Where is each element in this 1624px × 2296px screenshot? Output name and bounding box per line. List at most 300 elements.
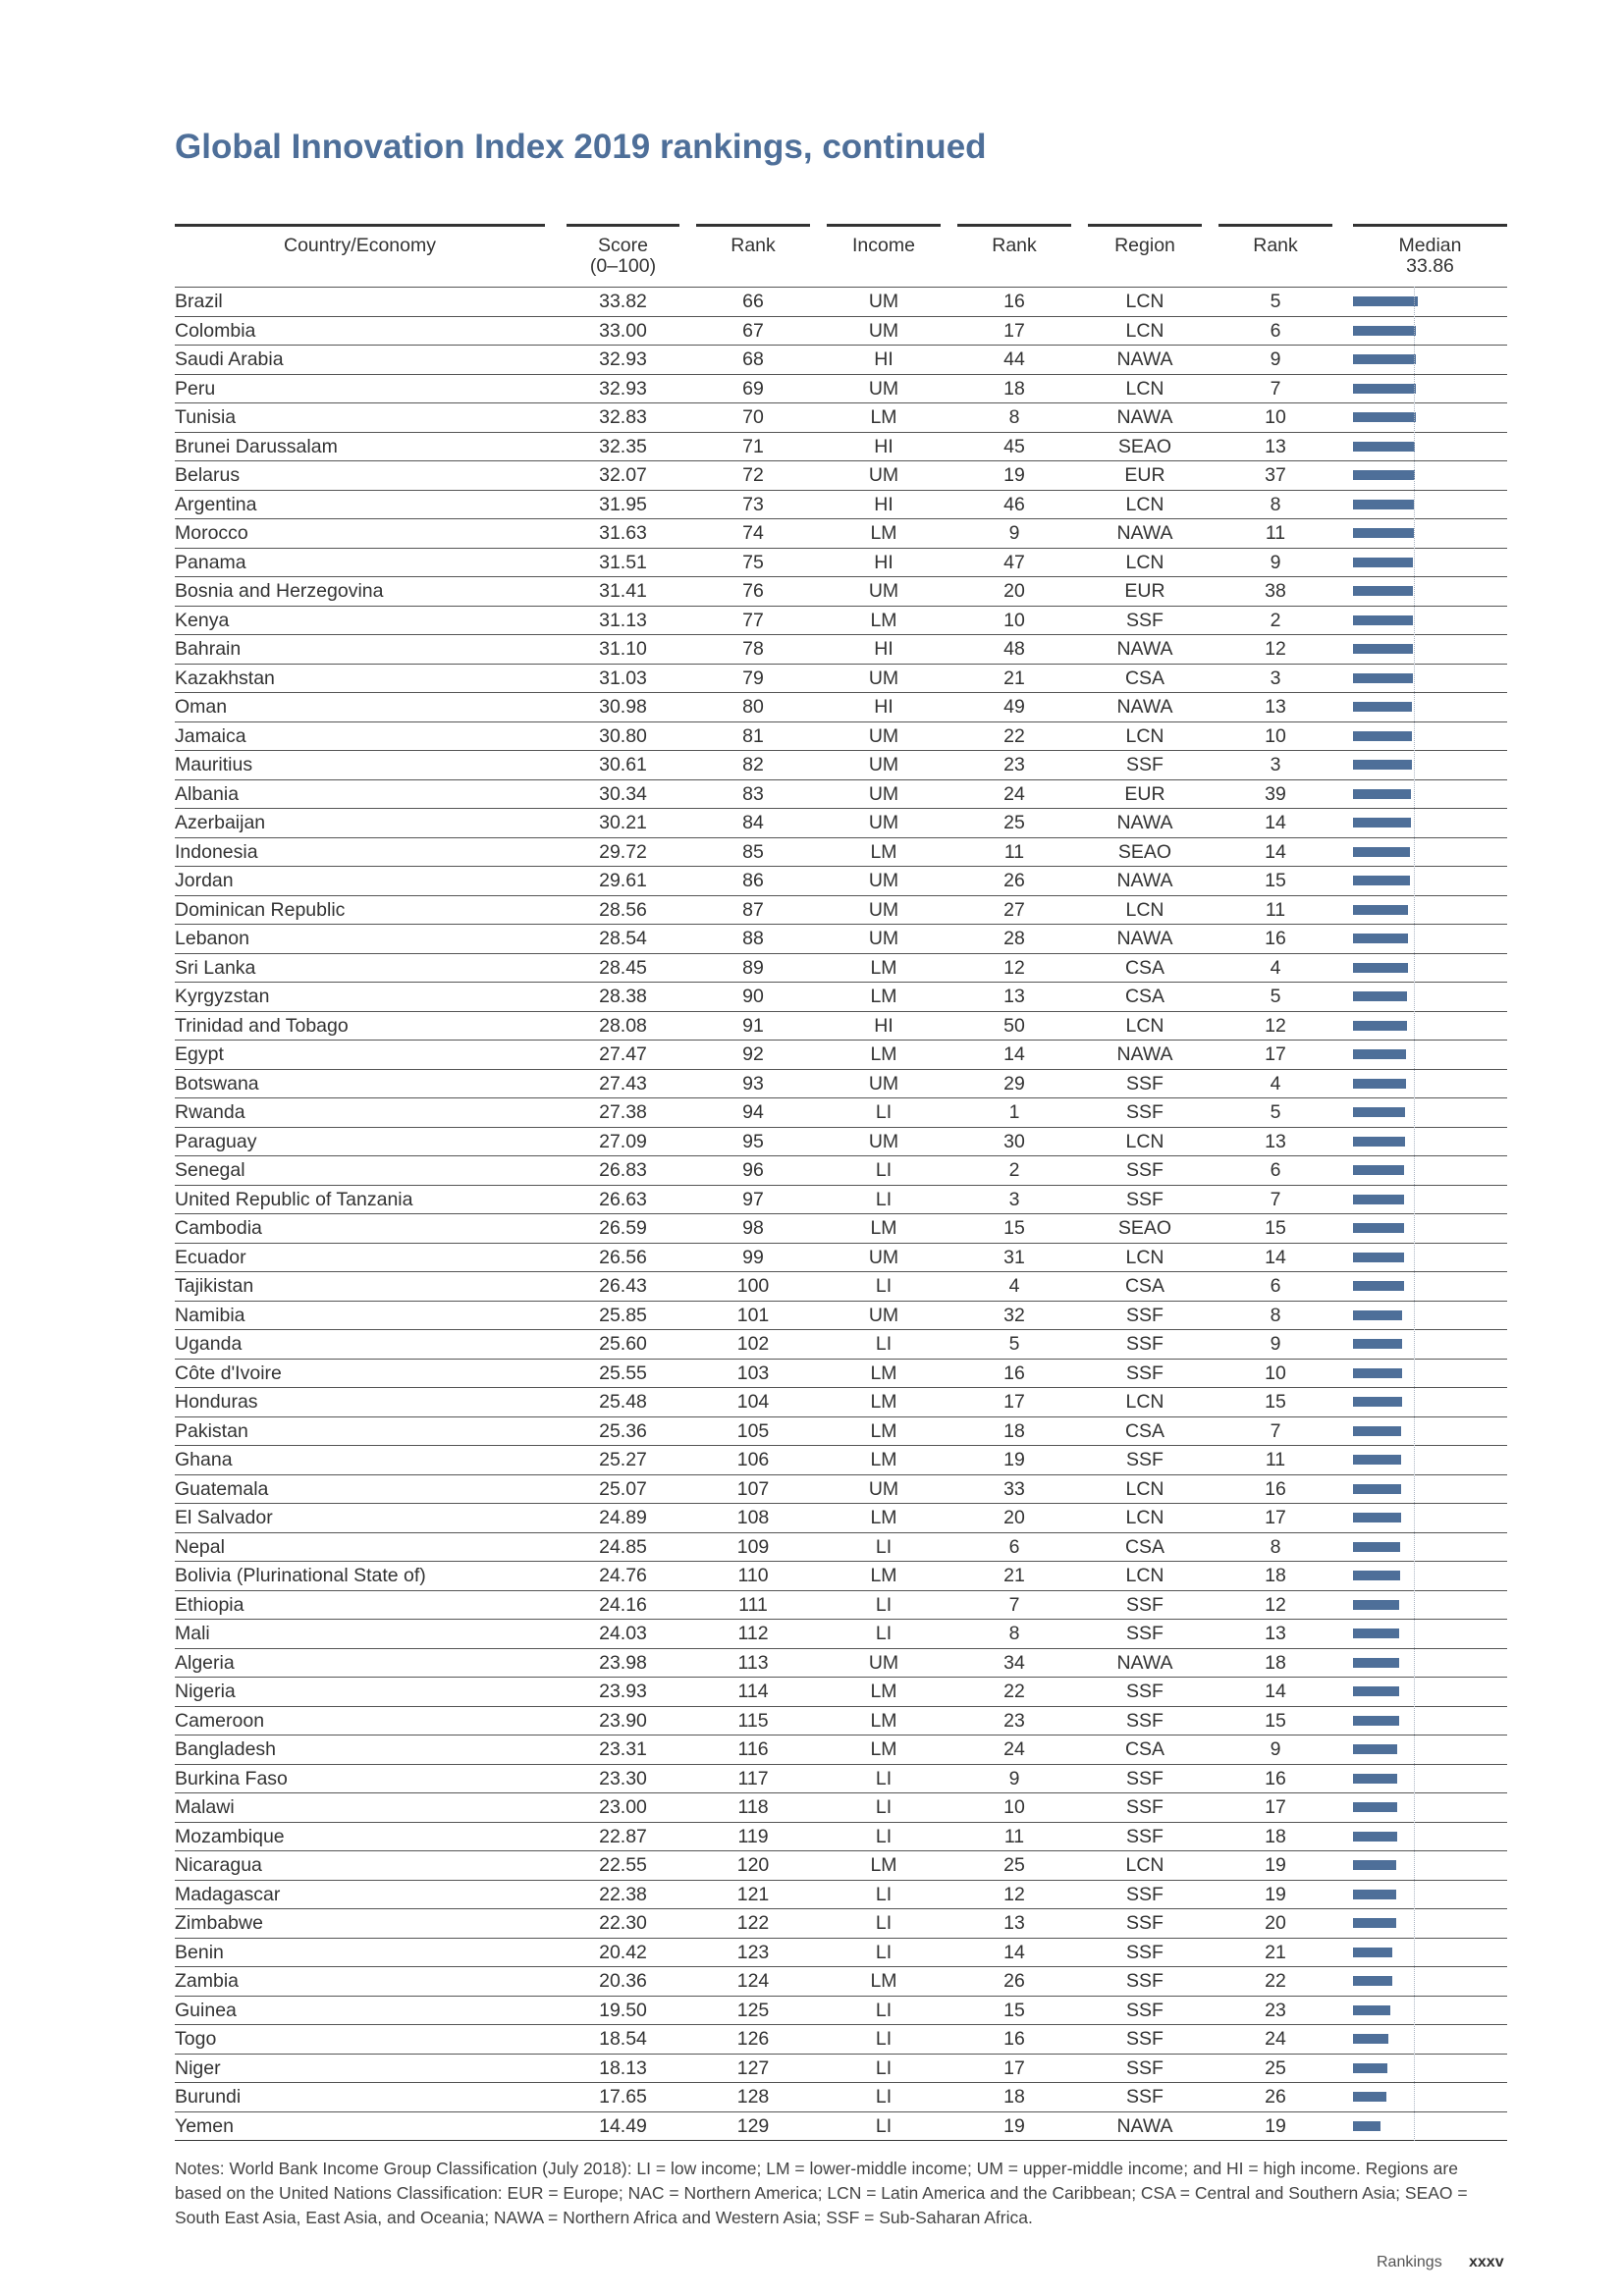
score-bar xyxy=(1353,1832,1397,1842)
cell-income-rank: 22 xyxy=(957,1678,1071,1707)
cell-rank: 82 xyxy=(696,751,810,780)
cell-income: UM xyxy=(827,895,941,925)
score-bar xyxy=(1353,1339,1402,1349)
cell-income-rank: 1 xyxy=(957,1098,1071,1128)
cell-score: 31.10 xyxy=(567,635,679,665)
cell-rank: 77 xyxy=(696,606,810,635)
cell-income-rank: 21 xyxy=(957,1562,1071,1591)
cell-score: 26.63 xyxy=(567,1185,679,1214)
cell-income: LM xyxy=(827,1214,941,1244)
cell-score: 23.00 xyxy=(567,1793,679,1823)
cell-income-rank: 28 xyxy=(957,925,1071,954)
cell-region: SEAO xyxy=(1088,1214,1202,1244)
cell-rank: 95 xyxy=(696,1127,810,1156)
cell-score: 27.47 xyxy=(567,1041,679,1070)
table-row xyxy=(175,1446,1507,1475)
cell-region-rank: 6 xyxy=(1218,1272,1332,1302)
cell-income: LM xyxy=(827,983,941,1012)
table-row xyxy=(175,925,1507,954)
cell-rank: 89 xyxy=(696,953,810,983)
cell-score: 30.21 xyxy=(567,809,679,838)
cell-score: 22.30 xyxy=(567,1909,679,1939)
cell-score-bar xyxy=(1353,925,1507,954)
cell-region: NAWA xyxy=(1088,867,1202,896)
table-row xyxy=(175,1011,1507,1041)
score-bar xyxy=(1353,442,1415,452)
cell-country: Guinea xyxy=(175,1996,545,2025)
table-row xyxy=(175,1590,1507,1620)
cell-score-bar xyxy=(1353,1011,1507,1041)
cell-region-rank: 18 xyxy=(1218,1648,1332,1678)
cell-score: 23.90 xyxy=(567,1706,679,1735)
cell-score: 31.95 xyxy=(567,490,679,519)
cell-income: LM xyxy=(827,1504,941,1533)
cell-region-rank: 15 xyxy=(1218,1706,1332,1735)
cell-score-bar xyxy=(1353,635,1507,665)
cell-region: EUR xyxy=(1088,461,1202,491)
cell-income-rank: 44 xyxy=(957,346,1071,375)
score-bar xyxy=(1353,963,1408,973)
table-row xyxy=(175,1851,1507,1881)
cell-income-rank: 13 xyxy=(957,983,1071,1012)
cell-score-bar xyxy=(1353,461,1507,491)
cell-rank: 71 xyxy=(696,432,810,461)
cell-region: SSF xyxy=(1088,1793,1202,1823)
cell-income-rank: 25 xyxy=(957,1851,1071,1881)
cell-country: Bolivia (Plurinational State of) xyxy=(175,1562,545,1591)
cell-score: 24.76 xyxy=(567,1562,679,1591)
cell-score-bar xyxy=(1353,1706,1507,1735)
cell-score: 33.00 xyxy=(567,316,679,346)
cell-score-bar xyxy=(1353,1359,1507,1388)
cell-score-bar xyxy=(1353,1562,1507,1591)
cell-rank: 119 xyxy=(696,1822,810,1851)
cell-region: SSF xyxy=(1088,1185,1202,1214)
cell-income-rank: 47 xyxy=(957,548,1071,577)
cell-income-rank: 19 xyxy=(957,461,1071,491)
cell-income-rank: 26 xyxy=(957,867,1071,896)
table-row xyxy=(175,1764,1507,1793)
cell-country: Benin xyxy=(175,1938,545,1967)
cell-rank: 106 xyxy=(696,1446,810,1475)
cell-region: SSF xyxy=(1088,2083,1202,2112)
table-row xyxy=(175,664,1507,693)
cell-income-rank: 3 xyxy=(957,1185,1071,1214)
cell-score-bar xyxy=(1353,1098,1507,1128)
cell-rank: 108 xyxy=(696,1504,810,1533)
score-bar xyxy=(1353,1744,1397,1754)
cell-country: Niger xyxy=(175,2054,545,2083)
table-row xyxy=(175,1243,1507,1272)
footer-section: Rankings xyxy=(1377,2254,1442,2270)
table-row xyxy=(175,1706,1507,1735)
score-bar xyxy=(1353,2034,1388,2044)
cell-country: Azerbaijan xyxy=(175,809,545,838)
cell-income: LI xyxy=(827,2083,941,2112)
table-header-row xyxy=(175,214,1507,288)
cell-region: LCN xyxy=(1088,548,1202,577)
score-bar xyxy=(1353,2005,1390,2015)
cell-rank: 86 xyxy=(696,867,810,896)
score-bar xyxy=(1353,1195,1404,1204)
cell-income: LI xyxy=(827,1590,941,1620)
cell-region: EUR xyxy=(1088,577,1202,607)
cell-income-rank: 6 xyxy=(957,1532,1071,1562)
cell-income: UM xyxy=(827,1301,941,1330)
table-row xyxy=(175,1156,1507,1186)
cell-country: Ecuador xyxy=(175,1243,545,1272)
cell-region-rank: 14 xyxy=(1218,1678,1332,1707)
table-row xyxy=(175,461,1507,491)
score-bar xyxy=(1353,2092,1386,2102)
cell-region-rank: 13 xyxy=(1218,1620,1332,1649)
cell-country: Madagascar xyxy=(175,1880,545,1909)
cell-score-bar xyxy=(1353,1590,1507,1620)
score-bar xyxy=(1353,1686,1399,1696)
cell-score: 14.49 xyxy=(567,2111,679,2141)
cell-score-bar xyxy=(1353,1214,1507,1244)
table-row xyxy=(175,2054,1507,2083)
cell-income-rank: 20 xyxy=(957,1504,1071,1533)
cell-income: LI xyxy=(827,1822,941,1851)
cell-region: SSF xyxy=(1088,1301,1202,1330)
cell-score-bar xyxy=(1353,2111,1507,2141)
cell-rank: 93 xyxy=(696,1069,810,1098)
cell-region: SSF xyxy=(1088,2025,1202,2055)
cell-income: LI xyxy=(827,1793,941,1823)
cell-region: SSF xyxy=(1088,1359,1202,1388)
cell-score-bar xyxy=(1353,1504,1507,1533)
cell-income: UM xyxy=(827,721,941,751)
cell-score-bar xyxy=(1353,1996,1507,2025)
score-bar xyxy=(1353,1368,1402,1378)
cell-score: 22.87 xyxy=(567,1822,679,1851)
cell-country: El Salvador xyxy=(175,1504,545,1533)
cell-score-bar xyxy=(1353,606,1507,635)
cell-score: 25.07 xyxy=(567,1474,679,1504)
cell-country: Tajikistan xyxy=(175,1272,545,1302)
table-row xyxy=(175,1678,1507,1707)
cell-score: 24.16 xyxy=(567,1590,679,1620)
cell-score: 26.56 xyxy=(567,1243,679,1272)
cell-income-rank: 32 xyxy=(957,1301,1071,1330)
cell-country: Nepal xyxy=(175,1532,545,1562)
cell-region-rank: 16 xyxy=(1218,1764,1332,1793)
cell-income-rank: 23 xyxy=(957,751,1071,780)
cell-income: LI xyxy=(827,2025,941,2055)
cell-country: Malawi xyxy=(175,1793,545,1823)
table-row xyxy=(175,1185,1507,1214)
cell-region-rank: 9 xyxy=(1218,1330,1332,1360)
table-row xyxy=(175,606,1507,635)
score-bar xyxy=(1353,296,1418,306)
score-bar xyxy=(1353,1513,1401,1522)
cell-country: Burkina Faso xyxy=(175,1764,545,1793)
cell-income: HI xyxy=(827,432,941,461)
cell-income: HI xyxy=(827,693,941,722)
cell-score-bar xyxy=(1353,403,1507,433)
cell-income-rank: 12 xyxy=(957,1880,1071,1909)
cell-region: LCN xyxy=(1088,490,1202,519)
cell-income-rank: 16 xyxy=(957,288,1071,317)
cell-score-bar xyxy=(1353,2025,1507,2055)
table-row xyxy=(175,1127,1507,1156)
score-bar xyxy=(1353,1310,1402,1320)
cell-score: 25.48 xyxy=(567,1388,679,1417)
table-row xyxy=(175,374,1507,403)
cell-income: LM xyxy=(827,1678,941,1707)
cell-region: EUR xyxy=(1088,779,1202,809)
cell-income: UM xyxy=(827,751,941,780)
cell-income-rank: 14 xyxy=(957,1041,1071,1070)
cell-rank: 113 xyxy=(696,1648,810,1678)
col-header-median: Median 33.86 xyxy=(1353,214,1507,288)
cell-region-rank: 5 xyxy=(1218,1098,1332,1128)
cell-score: 25.55 xyxy=(567,1359,679,1388)
cell-income: UM xyxy=(827,664,941,693)
score-bar xyxy=(1353,1600,1399,1610)
cell-region-rank: 16 xyxy=(1218,925,1332,954)
cell-score-bar xyxy=(1353,721,1507,751)
table-row xyxy=(175,751,1507,780)
score-bar xyxy=(1353,354,1416,364)
table-row xyxy=(175,1416,1507,1446)
cell-region-rank: 3 xyxy=(1218,664,1332,693)
cell-income: HI xyxy=(827,490,941,519)
cell-score: 32.93 xyxy=(567,346,679,375)
score-bar xyxy=(1353,731,1412,741)
cell-region-rank: 17 xyxy=(1218,1041,1332,1070)
table-row xyxy=(175,2083,1507,2112)
cell-score-bar xyxy=(1353,432,1507,461)
col-header-country: Country/Economy xyxy=(175,214,545,288)
cell-region-rank: 12 xyxy=(1218,1590,1332,1620)
rankings-body xyxy=(175,288,1507,2141)
score-bar xyxy=(1353,1137,1405,1147)
cell-region-rank: 18 xyxy=(1218,1562,1332,1591)
cell-score-bar xyxy=(1353,751,1507,780)
table-row xyxy=(175,983,1507,1012)
cell-region: CSA xyxy=(1088,664,1202,693)
cell-country: Lebanon xyxy=(175,925,545,954)
score-bar xyxy=(1353,615,1413,625)
cell-region: LCN xyxy=(1088,316,1202,346)
cell-income-rank: 25 xyxy=(957,809,1071,838)
cell-score-bar xyxy=(1353,1909,1507,1939)
cell-rank: 107 xyxy=(696,1474,810,1504)
score-bar xyxy=(1353,586,1413,596)
cell-score: 18.13 xyxy=(567,2054,679,2083)
cell-score: 27.09 xyxy=(567,1127,679,1156)
cell-region-rank: 17 xyxy=(1218,1504,1332,1533)
cell-rank: 117 xyxy=(696,1764,810,1793)
cell-score-bar xyxy=(1353,1880,1507,1909)
cell-score: 19.50 xyxy=(567,1996,679,2025)
table-row xyxy=(175,1214,1507,1244)
cell-score: 26.59 xyxy=(567,1214,679,1244)
score-bar xyxy=(1353,905,1408,915)
cell-region: SSF xyxy=(1088,1330,1202,1360)
cell-region: SSF xyxy=(1088,1822,1202,1851)
cell-score-bar xyxy=(1353,809,1507,838)
cell-score: 29.72 xyxy=(567,837,679,867)
score-bar xyxy=(1353,1542,1400,1552)
cell-country: Mali xyxy=(175,1620,545,1649)
cell-income-rank: 27 xyxy=(957,895,1071,925)
cell-rank: 112 xyxy=(696,1620,810,1649)
cell-income-rank: 4 xyxy=(957,1272,1071,1302)
cell-region: LCN xyxy=(1088,1127,1202,1156)
cell-region: LCN xyxy=(1088,1562,1202,1591)
cell-country: Cambodia xyxy=(175,1214,545,1244)
cell-region: SSF xyxy=(1088,1909,1202,1939)
cell-income-rank: 30 xyxy=(957,1127,1071,1156)
cell-rank: 128 xyxy=(696,2083,810,2112)
score-bar xyxy=(1353,1281,1404,1291)
cell-income: LI xyxy=(827,1880,941,1909)
cell-rank: 87 xyxy=(696,895,810,925)
cell-region: SSF xyxy=(1088,1620,1202,1649)
cell-rank: 101 xyxy=(696,1301,810,1330)
cell-score: 24.85 xyxy=(567,1532,679,1562)
cell-country: Bangladesh xyxy=(175,1735,545,1765)
cell-region-rank: 13 xyxy=(1218,432,1332,461)
cell-score-bar xyxy=(1353,1041,1507,1070)
cell-income: UM xyxy=(827,1648,941,1678)
cell-country: Mozambique xyxy=(175,1822,545,1851)
cell-score-bar xyxy=(1353,374,1507,403)
cell-region-rank: 24 xyxy=(1218,2025,1332,2055)
cell-income-rank: 8 xyxy=(957,1620,1071,1649)
cell-score: 22.38 xyxy=(567,1880,679,1909)
score-bar xyxy=(1353,1397,1402,1407)
cell-rank: 97 xyxy=(696,1185,810,1214)
score-bar xyxy=(1353,1976,1392,1986)
cell-income: UM xyxy=(827,1474,941,1504)
cell-region-rank: 20 xyxy=(1218,1909,1332,1939)
cell-rank: 72 xyxy=(696,461,810,491)
cell-region-rank: 17 xyxy=(1218,1793,1332,1823)
table-row xyxy=(175,1880,1507,1909)
score-bar xyxy=(1353,702,1412,712)
cell-region: NAWA xyxy=(1088,2111,1202,2141)
cell-score-bar xyxy=(1353,316,1507,346)
cell-region: SSF xyxy=(1088,1069,1202,1098)
cell-score-bar xyxy=(1353,693,1507,722)
cell-region: CSA xyxy=(1088,1532,1202,1562)
cell-rank: 104 xyxy=(696,1388,810,1417)
cell-income-rank: 17 xyxy=(957,1388,1071,1417)
score-bar xyxy=(1353,876,1410,885)
cell-income: HI xyxy=(827,1011,941,1041)
cell-score: 18.54 xyxy=(567,2025,679,2055)
cell-score: 22.55 xyxy=(567,1851,679,1881)
cell-region: LCN xyxy=(1088,1388,1202,1417)
median-reference-line xyxy=(1414,287,1415,2141)
cell-region-rank: 11 xyxy=(1218,1446,1332,1475)
cell-income: LM xyxy=(827,1041,941,1070)
table-row xyxy=(175,1041,1507,1070)
cell-region-rank: 38 xyxy=(1218,577,1332,607)
cell-rank: 84 xyxy=(696,809,810,838)
cell-income: LM xyxy=(827,606,941,635)
cell-country: Paraguay xyxy=(175,1127,545,1156)
cell-income-rank: 46 xyxy=(957,490,1071,519)
cell-country: Bosnia and Herzegovina xyxy=(175,577,545,607)
cell-rank: 120 xyxy=(696,1851,810,1881)
cell-income-rank: 26 xyxy=(957,1967,1071,1997)
cell-region-rank: 9 xyxy=(1218,346,1332,375)
cell-income: UM xyxy=(827,374,941,403)
score-bar xyxy=(1353,412,1416,422)
table-row xyxy=(175,2025,1507,2055)
table-row xyxy=(175,1735,1507,1765)
score-bar xyxy=(1353,1890,1396,1899)
cell-income-rank: 48 xyxy=(957,635,1071,665)
cell-region: CSA xyxy=(1088,983,1202,1012)
cell-score: 31.63 xyxy=(567,519,679,549)
cell-score: 31.13 xyxy=(567,606,679,635)
cell-rank: 99 xyxy=(696,1243,810,1272)
cell-rank: 90 xyxy=(696,983,810,1012)
cell-income: UM xyxy=(827,809,941,838)
table-row xyxy=(175,1967,1507,1997)
cell-score: 23.30 xyxy=(567,1764,679,1793)
cell-country: Oman xyxy=(175,693,545,722)
cell-rank: 105 xyxy=(696,1416,810,1446)
cell-country: Saudi Arabia xyxy=(175,346,545,375)
cell-region: LCN xyxy=(1088,1851,1202,1881)
cell-score: 28.08 xyxy=(567,1011,679,1041)
cell-score: 24.89 xyxy=(567,1504,679,1533)
cell-country: Albania xyxy=(175,779,545,809)
cell-income: UM xyxy=(827,925,941,954)
cell-country: Brunei Darussalam xyxy=(175,432,545,461)
cell-income: LM xyxy=(827,1416,941,1446)
cell-country: Mauritius xyxy=(175,751,545,780)
cell-income-rank: 9 xyxy=(957,519,1071,549)
cell-score: 25.36 xyxy=(567,1416,679,1446)
cell-income: LI xyxy=(827,1330,941,1360)
cell-region-rank: 8 xyxy=(1218,1301,1332,1330)
cell-score-bar xyxy=(1353,1474,1507,1504)
cell-income: LI xyxy=(827,2111,941,2141)
cell-income-rank: 31 xyxy=(957,1243,1071,1272)
cell-region-rank: 4 xyxy=(1218,953,1332,983)
score-bar xyxy=(1353,644,1413,654)
table-row xyxy=(175,2111,1507,2141)
cell-rank: 114 xyxy=(696,1678,810,1707)
cell-score-bar xyxy=(1353,1243,1507,1272)
cell-score: 25.27 xyxy=(567,1446,679,1475)
cell-country: Pakistan xyxy=(175,1416,545,1446)
cell-score-bar xyxy=(1353,1735,1507,1765)
cell-region: SEAO xyxy=(1088,837,1202,867)
cell-country: Belarus xyxy=(175,461,545,491)
cell-region-rank: 12 xyxy=(1218,1011,1332,1041)
cell-score-bar xyxy=(1353,2054,1507,2083)
cell-rank: 88 xyxy=(696,925,810,954)
cell-score-bar xyxy=(1353,1678,1507,1707)
cell-region-rank: 7 xyxy=(1218,1185,1332,1214)
cell-income-rank: 7 xyxy=(957,1590,1071,1620)
cell-income: LI xyxy=(827,2054,941,2083)
cell-score: 24.03 xyxy=(567,1620,679,1649)
cell-region: NAWA xyxy=(1088,519,1202,549)
score-bar xyxy=(1353,1918,1396,1928)
score-bar xyxy=(1353,1455,1401,1465)
cell-region-rank: 10 xyxy=(1218,1359,1332,1388)
